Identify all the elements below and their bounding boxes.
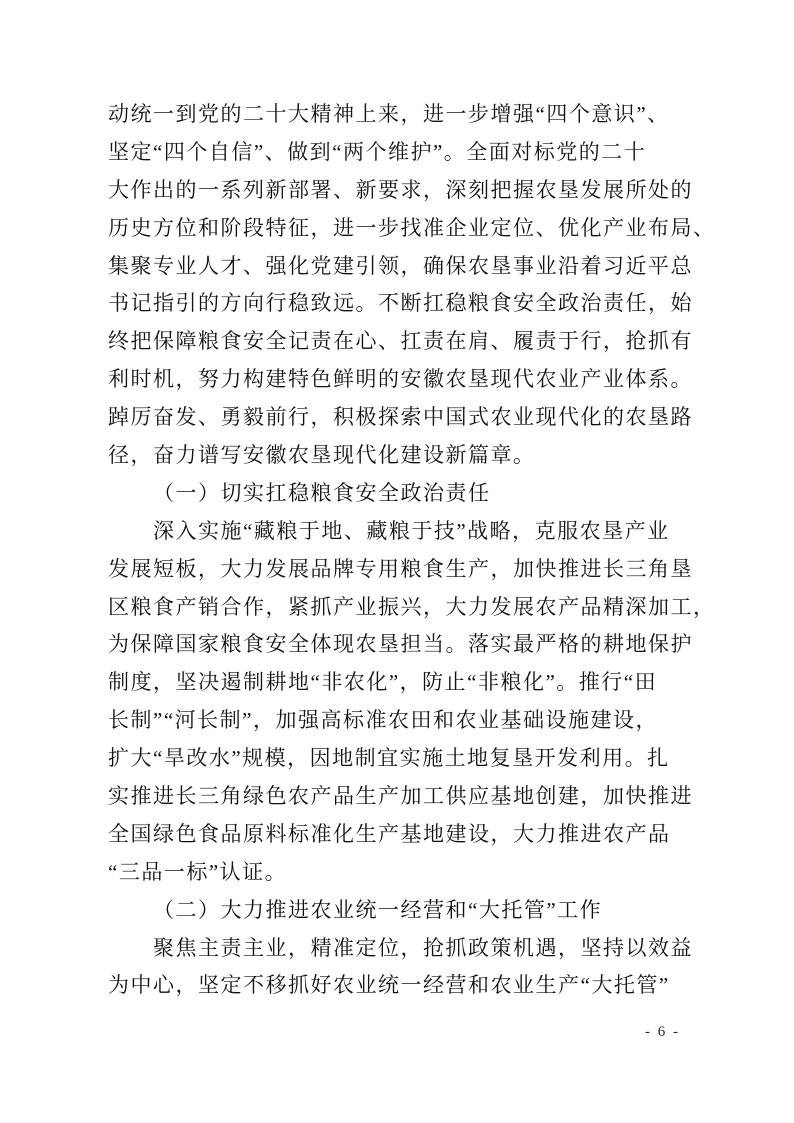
text-line: 扩大“旱改水”规模，因地制宜实施土地复垦开发利用。扎 [108, 746, 670, 771]
text-line: （二）大力推进农业统一经营和“大托管”工作 [153, 897, 603, 922]
text-line: 为保障国家粮食安全体现农垦担当。落实最严格的耕地保护 [108, 632, 693, 657]
text-line: 大作出的一系列新部署、新要求，深刻把握农垦发展所处的 [108, 177, 693, 202]
text-line: 集聚专业人才、强化党建引领，确保农垦事业沿着习近平总 [108, 253, 693, 278]
text-line: 踔厉奋发、勇毅前行，积极探索中国式农业现代化的农垦路 [108, 405, 693, 430]
document-body [108, 96, 716, 1005]
text-line: （一）切实扛稳粮食安全政治责任 [153, 480, 491, 505]
text-line: 发展短板，大力发展品牌专用粮食生产，加快推进长三角垦 [108, 556, 693, 581]
text-line: “三品一标”认证。 [108, 859, 288, 884]
text-line: 历史方位和阶段特征，进一步找准企业定位、优化产业布局、 [108, 215, 716, 240]
text-line: 聚焦主责主业，精准定位，抢抓政策机遇，坚持以效益 [153, 935, 693, 960]
text-line: 制度，坚决遏制耕地“非农化”，防止“非粮化”。推行“田 [108, 670, 658, 695]
text-line: 深入实施“藏粮于地、藏粮于技”战略，克服农垦产业 [153, 518, 670, 543]
text-line: 终把保障粮食安全记责在心、扛责在肩、履责于行，抢抓有 [108, 329, 693, 354]
page-number: - 6 - [645, 1024, 680, 1040]
text-line: 利时机，努力构建特色鲜明的安徽农垦现代农业产业体系。 [108, 367, 693, 392]
text-line: 实推进长三角绿色农产品生产加工供应基地创建，加快推进 [108, 784, 693, 809]
text-line: 书记指引的方向行稳致远。不断扛稳粮食安全政治责任，始 [108, 291, 693, 316]
text-line: 坚定“四个自信”、做到“两个维护”。全面对标党的二十 [108, 139, 647, 164]
text-line: 全国绿色食品原料标准化生产基地建设，大力推进农产品 [108, 821, 671, 846]
text-line: 区粮食产销合作，紧抓产业振兴，大力发展农产品精深加工， [108, 594, 716, 619]
text-line: 长制”“河长制”，加强高标准农田和农业基础设施建设， [108, 708, 658, 733]
text-line: 径，奋力谱写安徽农垦现代化建设新篇章。 [108, 443, 536, 468]
text-line: 为中心，坚定不移抓好农业统一经营和农业生产“大托管” [108, 973, 670, 998]
text-line: 动统一到党的二十大精神上来，进一步增强“四个意识”、 [108, 102, 670, 126]
